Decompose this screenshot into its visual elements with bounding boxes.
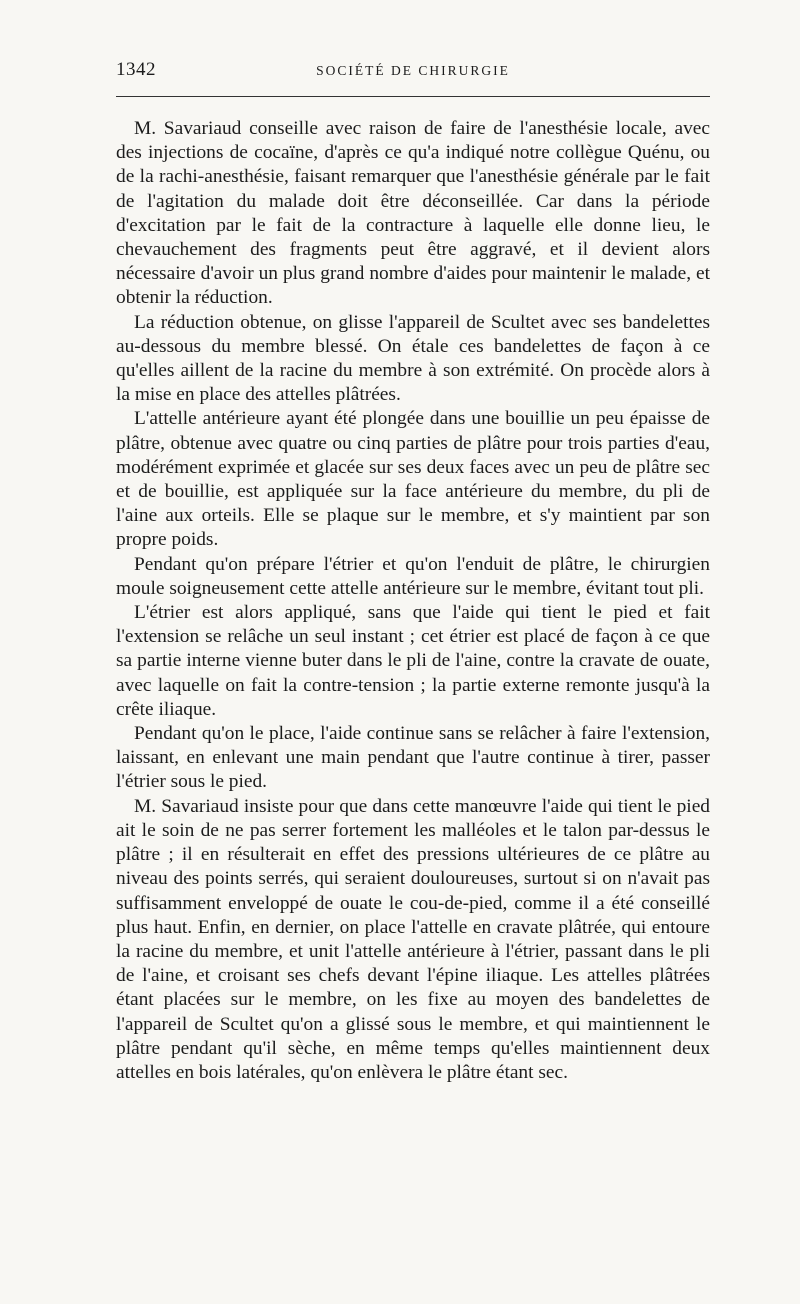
paragraph: Pendant qu'on le place, l'aide continue sans se relâcher à faire l'extension, laissant, en enlevant une main pendant que l'autre continue à tirer, passer l'étrier sous le pied.	[116, 723, 710, 793]
paragraph: M. Savariaud insiste pour que dans cette manœuvre l'aide qui tient le pied ait le soin de ne pas serrer fortement les malléoles et le talon par-dessus le plâtre ; il en résulterait en effet des pressions ultérieures de ce plâtre au niveau des points serrés, qui seraient douloureuses, surtout si on n'avait pas suffisamment enveloppé de ouate le cou-de-pied, comme il a été conseillé plus haut. Enfin, en dernier, on place l'attelle en cravate plâtrée, qui entoure la racine du membre, et unit l'attelle antérieure à l'étrier, passant dans le pli de l'aine, et croisant ses chefs devant l'épine iliaque. Les attelles plâtrées étant placées sur le membre, on les fixe au moyen des bandelettes de l'appareil de Scultet qu'on a glissé sous le membre, et qui maintiennent le plâtre pendant qu'il sèche, en même temps qu'elles maintiennent deux attelles en bois latérales, qu'on enlèvera le plâtre étant sec.	[116, 795, 710, 1083]
running-title: SOCIÉTÉ DE CHIRURGIE	[316, 63, 510, 78]
paragraph: M. Savariaud conseille avec raison de faire de l'anesthésie locale, avec des injections de cocaïne, d'après ce qu'a indiqué notre collègue Quénu, ou de la rachi-anesthésie, faisant remarquer que l'anesthésie générale par le fait de l'agitation du malade doit être déconseillée. Car dans la période d'excitation par le fait de la contracture à laquelle elle donne lieu, le chevauchement des fragments peut être aggravé, et il devient alors nécessaire d'avoir un plus grand nombre d'aides pour maintenir le malade, et obtenir la réduction.	[116, 118, 710, 309]
paragraph: Pendant qu'on prépare l'étrier et qu'on l'enduit de plâtre, le chirurgien moule soigneusement cette attelle antérieure sur le membre, évitant tout pli.	[116, 553, 710, 599]
body-text	[116, 117, 710, 1085]
paragraph: L'attelle antérieure ayant été plongée dans une bouillie un peu épaisse de plâtre, obtenue avec quatre ou cinq parties de plâtre pour trois parties d'eau, modérément exprimée et glacée sur ses deux faces avec un peu de plâtre sec et de bouillie, est appliquée sur la face antérieure du membre, du pli de l'aine aux orteils. Elle se plaque sur le membre, et s'y maintient par son propre poids.	[116, 408, 710, 551]
paragraph: L'étrier est alors appliqué, sans que l'aide qui tient le pied et fait l'extension se relâche un seul instant ; cet étrier est placé de façon à ce que sa partie interne vienne buter dans le pli de l'aine, contre la cravate de ouate, avec laquelle on fait la contre-tension ; la partie externe remonte jusqu'à la crête iliaque.	[116, 602, 710, 720]
header-rule	[116, 96, 710, 97]
page-header	[116, 55, 710, 95]
page-number: 1342	[116, 59, 156, 80]
paragraph: La réduction obtenue, on glisse l'appareil de Scultet avec ses bandelettes au-dessous du membre blessé. On étale ces bandelettes de façon à ce qu'elles aillent de la racine du membre à son extrémité. On procède alors à la mise en place des attelles plâtrées.	[116, 311, 710, 406]
